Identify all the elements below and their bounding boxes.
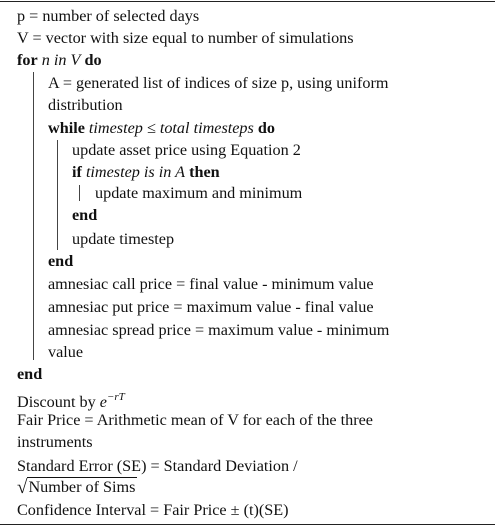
discount-exponent: −rT (106, 391, 125, 403)
line-v-definition: V = vector with size equal to number of simulations (17, 29, 354, 47)
line-call-price: amnesiac call price = final value - minimum value (48, 275, 374, 293)
discount-text: Discount by (17, 393, 100, 411)
line-end-for (17, 363, 42, 385)
do-keyword: do (84, 51, 102, 69)
if-keyword: if (72, 163, 82, 181)
sqrt-symbol: √ (17, 477, 28, 498)
do-keyword-2: do (257, 119, 275, 137)
line-standard-error-1: Standard Error (SE) = Standard Deviation / (17, 457, 298, 475)
line-p-definition: p = number of selected days (17, 7, 200, 25)
end-keyword-for: end (17, 365, 43, 383)
sqrt-radicand: Number of Sims (28, 478, 136, 496)
bottom-rule (0, 524, 495, 525)
while-keyword: while (48, 119, 85, 137)
if-block-bar (79, 185, 80, 201)
sqrt-expression (17, 476, 137, 498)
for-keyword: for (17, 51, 38, 69)
for-block-bar (33, 72, 34, 360)
while-condition: timestep ≤ total timesteps (88, 119, 254, 137)
line-while-loop (48, 117, 275, 139)
for-condition: n in V (41, 51, 81, 69)
line-put-price: amnesiac put price = maximum value - final value (48, 298, 374, 316)
line-a-definition-2: distribution (48, 96, 123, 114)
line-end-if (72, 204, 97, 226)
while-block-bar (57, 140, 58, 250)
discount-base: e (99, 393, 107, 411)
line-spread-price-2: value (48, 343, 84, 361)
if-condition: timestep is in A (85, 163, 186, 181)
line-update-asset: update asset price using Equation 2 (72, 141, 301, 159)
line-standard-error-2 (17, 476, 137, 498)
line-for-loop (17, 49, 102, 71)
then-keyword: then (189, 163, 220, 181)
top-rule (0, 1, 495, 2)
end-keyword-while: end (48, 252, 74, 270)
line-if (72, 161, 220, 183)
line-fair-price-2: instruments (17, 433, 93, 451)
line-update-maxmin: update maximum and minimum (95, 184, 303, 202)
end-keyword-if: end (72, 206, 98, 224)
line-update-timestep: update timestep (72, 230, 175, 248)
line-spread-price-1: amnesiac spread price = maximum value - minimum (48, 321, 390, 339)
line-a-definition-1: A = generated list of indices of size p, using uniform (48, 74, 389, 92)
line-confidence-interval: Confidence Interval = Fair Price ± (t)(SE) (17, 501, 289, 519)
line-end-while (48, 250, 73, 272)
line-fair-price-1: Fair Price = Arithmetic mean of V for each of the three (17, 411, 373, 429)
